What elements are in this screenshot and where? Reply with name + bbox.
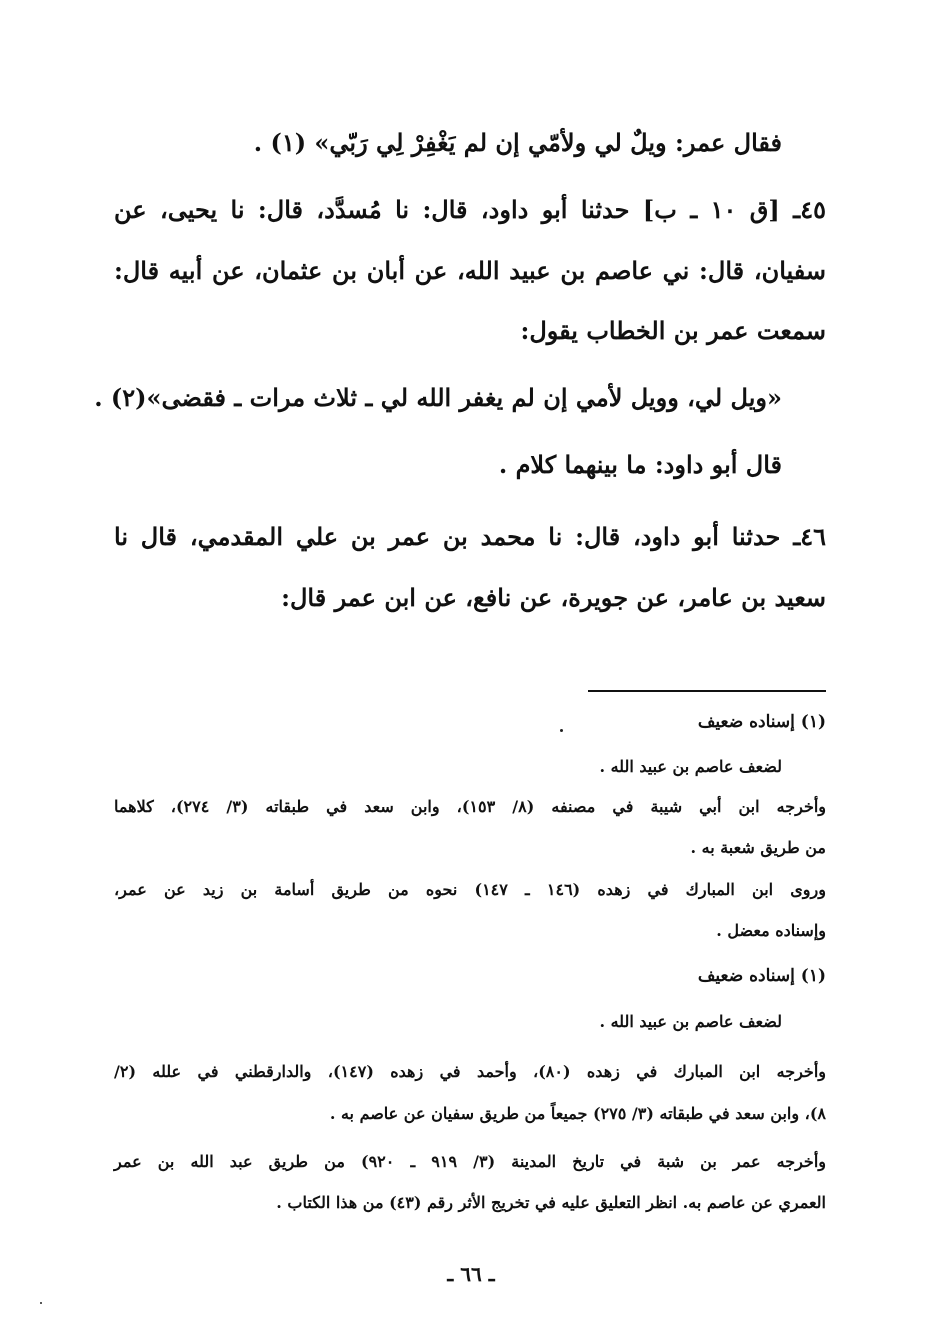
main-text-line: قال أبو داود: ما بينهما كلام .	[498, 450, 782, 479]
main-text-line: فقال عمر: ويلٌ لي ولأمّي إن لم يَغْفِرْ لِي رَبّي» (١) .	[253, 128, 782, 157]
footnote-line: وأخرجه عمر بن شبة في تاريخ المدينة (٣/ ٩١٩ ـ ٩٢٠) من طريق عبد الله بن عمر	[114, 1152, 826, 1171]
footnote-line: ٨)، وابن سعد في طبقاته (٣/ ٢٧٥) جميعاً من طريق سفيان عن عاصم به .	[329, 1104, 826, 1123]
footnote-line: لضعف عاصم بن عبيد الله .	[599, 1012, 782, 1031]
footnote-line: لضعف عاصم بن عبيد الله .	[599, 757, 782, 776]
footnote-line: من طريق شعبة به .	[690, 838, 826, 857]
footnote-line: العمري عن عاصم به. انظر التعليق عليه في تخريج الأثر رقم (٤٣) من هذا الكتاب .	[276, 1193, 826, 1212]
footnote-line: وروى ابن المبارك في زهده (١٤٦ ـ ١٤٧) نحوه من طريق أسامة بن زيد عن عمر،	[114, 880, 826, 899]
main-text-line: سعيد بن عامر، عن جويرة، عن نافع، عن ابن عمر قال:	[281, 583, 826, 612]
main-text-line: ٤٦ـ حدثنا أبو داود، قال: نا محمد بن عمر بن علي المقدمي، قال نا	[114, 522, 826, 551]
footnote-line: وأخرجه ابن أبي شيبة في مصنفه (٨/ ١٥٣)، وابن سعد في طبقاته (٣/ ٢٧٤)، كلاهما	[114, 797, 826, 816]
footnote-line: وأخرجه ابن المبارك في زهده (٨٠)، وأحمد في زهده (١٤٧)، والدارقطني في علله (٢/	[114, 1062, 826, 1081]
page-number: ـ ٦٦ ـ	[447, 1262, 495, 1286]
footnote-label: (١) إسناده ضعيف	[697, 712, 826, 732]
main-text-line: ٤٥ـ [ق ١٠ ـ ب] حدثنا أبو داود، قال: نا مُسدَّد، قال: نا يحيى، عن	[114, 195, 826, 224]
main-text-line: «ويل لي، وويل لأمي إن لم يغفر الله لي ـ ثلاث مرات ـ فقضى»(٢) .	[94, 383, 782, 412]
scan-speck	[560, 729, 563, 732]
footnote-line: وإسناده معضل .	[716, 921, 826, 940]
footnote-separator	[588, 690, 826, 692]
scan-speck	[40, 1302, 42, 1304]
main-text-line: سمعت عمر بن الخطاب يقول:	[520, 316, 826, 345]
footnote-label: (١) إسناده ضعيف	[697, 966, 826, 986]
main-text-line: سفيان، قال: ني عاصم بن عبيد الله، عن أبان بن عثمان، عن أبيه قال:	[114, 256, 826, 285]
